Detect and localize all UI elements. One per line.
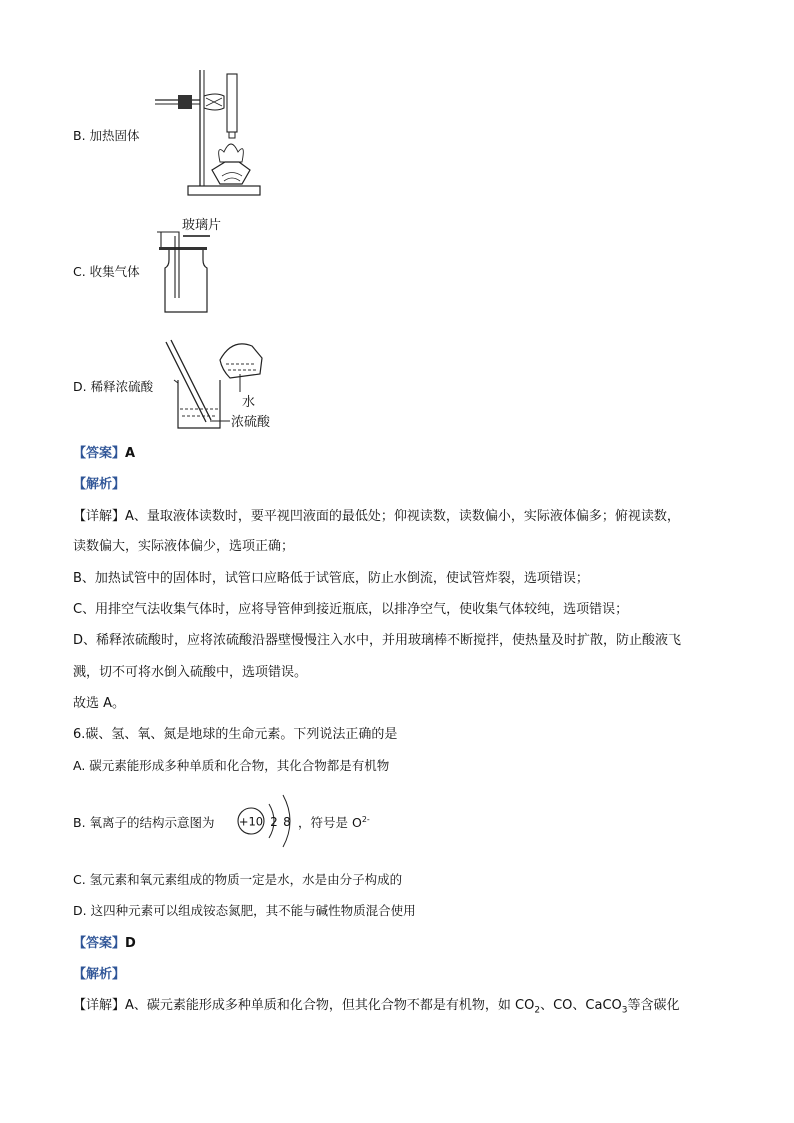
- option-c-collect-gas: C. 收集气体: [73, 264, 140, 279]
- analysis-tag: 【解析】: [73, 477, 126, 492]
- q6-detail-a: [73, 994, 680, 1016]
- q5-answer: [73, 442, 135, 461]
- q5-detail-c: C、用排空气法收集气体时，应将导管伸到接近瓶底，以排净空气，使收集气体较纯，选项错误；: [73, 602, 629, 617]
- detail-a-part1: A、碳元素能形成多种单质和化合物，但其化合物不都是有机物，如 CO: [125, 998, 535, 1013]
- caco3-subscript: 3: [621, 1005, 628, 1016]
- nucleus-charge: +10: [238, 814, 264, 829]
- co2-subscript: 2: [534, 1005, 541, 1016]
- answer-tag: 【答案】: [73, 446, 126, 461]
- q6-option-b-symbol: [298, 813, 370, 831]
- analysis-tag: 【解析】: [73, 967, 126, 982]
- q6-analysis-heading: [73, 963, 125, 982]
- detail-tag: 【详解】: [73, 998, 126, 1013]
- option-d-dilute-acid: D. 稀释浓硫酸: [73, 379, 154, 394]
- dilute-acid-figure: [160, 334, 290, 432]
- q5-detail-a-line2: 读数偏大，实际液体偏少，选项正确；: [73, 539, 295, 554]
- conc-acid-label: 浓硫酸: [231, 415, 271, 430]
- oxygen-ion-structure-diagram: [235, 790, 305, 852]
- shell-1-electrons: 2: [270, 815, 278, 829]
- detail-a-part2: 、CO、CaCO: [540, 998, 622, 1013]
- q6-option-c: C. 氢元素和氧元素组成的物质一定是水，水是由分子构成的: [73, 872, 403, 887]
- q6-answer: [73, 932, 136, 951]
- symbol-charge: 2-: [361, 814, 370, 824]
- q5-detail-a-line1: [73, 505, 680, 524]
- q5-detail-b: B、加热试管中的固体时，试管口应略低于试管底，防止水倒流，使试管炸裂，选项错误；: [73, 571, 589, 586]
- heating-apparatus-figure: [150, 66, 270, 196]
- detail-tag: 【详解】: [73, 509, 126, 524]
- q6-option-a: A. 碳元素能形成多种单质和化合物，其化合物都是有机物: [73, 758, 390, 773]
- option-b-heating-solid: B. 加热固体: [73, 128, 140, 143]
- glass-plate-label: 玻璃片: [182, 218, 222, 233]
- q6-stem: 6.碳、氢、氧、氮是地球的生命元素。下列说法正确的是: [73, 727, 398, 742]
- q5-detail-d-line2: 溅，切不可将水倒入硫酸中，选项错误。: [73, 665, 308, 680]
- gas-collection-figure: [155, 214, 265, 316]
- q5-detail-d-line1: D、稀释浓硫酸时，应将浓硫酸沿器壁慢慢注入水中，并用玻璃棒不断搅拌，使热量及时扩散，防止酸液飞: [73, 633, 682, 648]
- answer-value: D: [125, 936, 136, 951]
- water-label: 水: [242, 395, 256, 410]
- detail-a-text: A、量取液体读数时，要平视凹液面的最低处；仰视读数，读数偏小，实际液体偏多；俯视读数，: [125, 509, 680, 524]
- shell-2-electrons: 8: [283, 815, 291, 829]
- q6-option-d: D. 这四种元素可以组成铵态氮肥，其不能与碱性物质混合使用: [73, 903, 416, 918]
- detail-a-part3: 等含碳化: [627, 998, 680, 1013]
- q6-option-b-prefix: B. 氧离子的结构示意图为: [73, 815, 215, 830]
- answer-value: A: [125, 446, 136, 461]
- q5-conclusion: 故选 A。: [73, 696, 126, 711]
- answer-tag: 【答案】: [73, 936, 126, 951]
- q5-analysis-heading: [73, 473, 125, 492]
- symbol-text: ，符号是 O: [298, 815, 362, 830]
